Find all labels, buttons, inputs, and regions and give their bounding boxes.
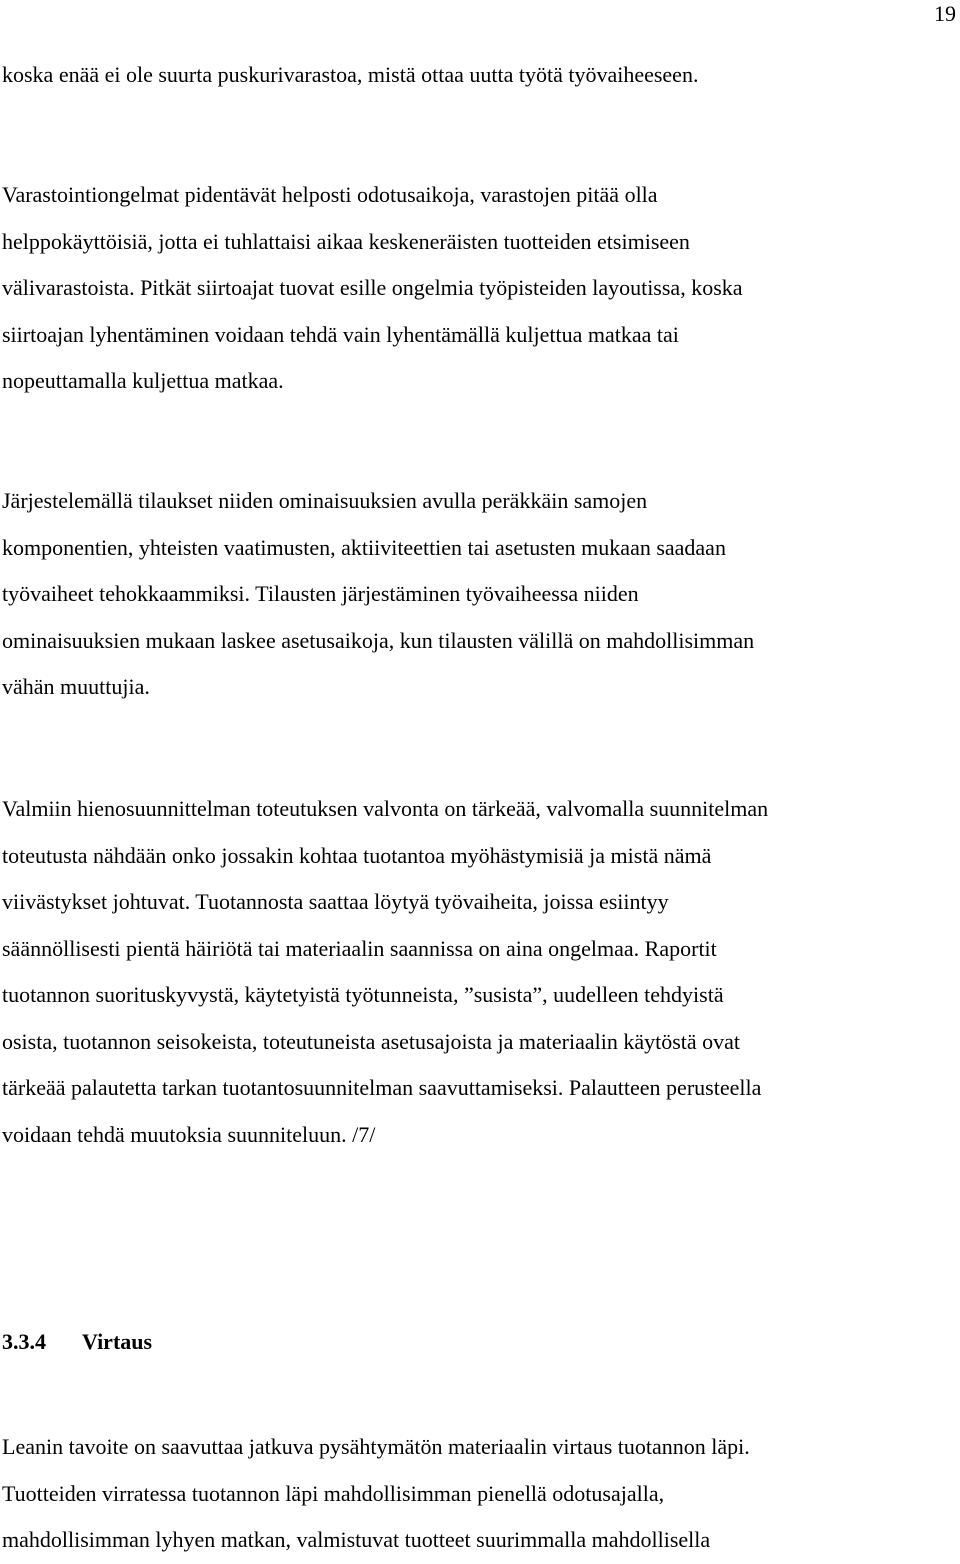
text-line: ominaisuuksien mukaan laskee asetusaikoja, kun tilausten välillä on mahdollisimman — [2, 627, 755, 653]
paragraph-3 — [2, 478, 754, 711]
paragraph-2 — [2, 172, 743, 405]
text-line: osista, tuotannon seisokeista, toteutuneista asetusajoista ja materiaalin käytöstä ovat — [2, 1028, 741, 1054]
text-line: tuotannon suorituskyvystä, käytetyistä työtunneista, ”susista”, uudelleen tehdyistä — [2, 982, 724, 1007]
text-line: koska enää ei ole suurta puskurivarastoa, mistä ottaa uutta työtä työvaiheeseen. — [2, 62, 699, 87]
page-number: 19 — [934, 1, 956, 26]
section-number: 3.3.4 — [2, 1329, 46, 1354]
text-line: Varastointiongelmat pidentävät helposti odotusaikoja, varastojen pitää olla — [2, 182, 658, 207]
text-line: Tuotteiden virratessa tuotannon läpi mahdollisimman pienellä odotusajalla, — [2, 1480, 665, 1506]
section-paragraph — [2, 1424, 750, 1564]
text-line: työvaiheet tehokkaammiksi. Tilausten järjestäminen työvaiheessa niiden — [2, 581, 639, 606]
text-line: vähän muuttujia. — [2, 674, 150, 699]
text-line: Leanin tavoite on saavuttaa jatkuva pysähtymätön materiaalin virtaus tuotannon läpi. — [2, 1434, 750, 1459]
section-heading — [2, 1324, 152, 1360]
paragraph-4 — [2, 786, 768, 1158]
paragraph-1 — [2, 52, 698, 99]
text-line: toteutusta nähdään onko jossakin kohtaa tuotantoa myöhästymisiä ja mistä nämä — [2, 842, 712, 868]
text-line: Valmiin hienosuunnittelman toteutuksen valvonta on tärkeää, valvomalla suunnitelman — [2, 796, 769, 821]
text-line: komponentien, yhteisten vaatimusten, aktiiviteettien tai asetusten mukaan saadaan — [2, 534, 726, 560]
section-title: Virtaus — [82, 1329, 153, 1354]
text-line: säännöllisesti pientä häiriötä tai materiaalin saannissa on aina ongelmaa. Raportit — [2, 935, 717, 961]
text-line: mahdollisimman lyhyen matkan, valmistuvat tuotteet suurimmalla mahdollisella — [2, 1527, 711, 1552]
text-line: Järjestelemällä tilaukset niiden ominaisuuksien avulla peräkkäin samojen — [2, 488, 648, 513]
text-line: nopeuttamalla kuljettua matkaa. — [2, 368, 284, 393]
text-line: helppokäyttöisiä, jotta ei tuhlattaisi aikaa keskeneräisten tuotteiden etsimiseen — [2, 228, 690, 254]
text-line: tärkeää palautetta tarkan tuotantosuunnitelman saavuttamiseksi. Palautteen perusteella — [2, 1075, 762, 1100]
text-line: viivästykset johtuvat. Tuotannosta saattaa löytyä työvaiheita, joissa esiintyy — [2, 889, 669, 914]
text-line: siirtoajan lyhentäminen voidaan tehdä vain lyhentämällä kuljettua matkaa tai — [2, 321, 679, 347]
text-line: voidaan tehdä muutoksia suunniteluun. /7/ — [2, 1121, 376, 1147]
text-line: välivarastoista. Pitkät siirtoajat tuovat esille ongelmia työpisteiden layoutissa, koska — [2, 275, 743, 300]
